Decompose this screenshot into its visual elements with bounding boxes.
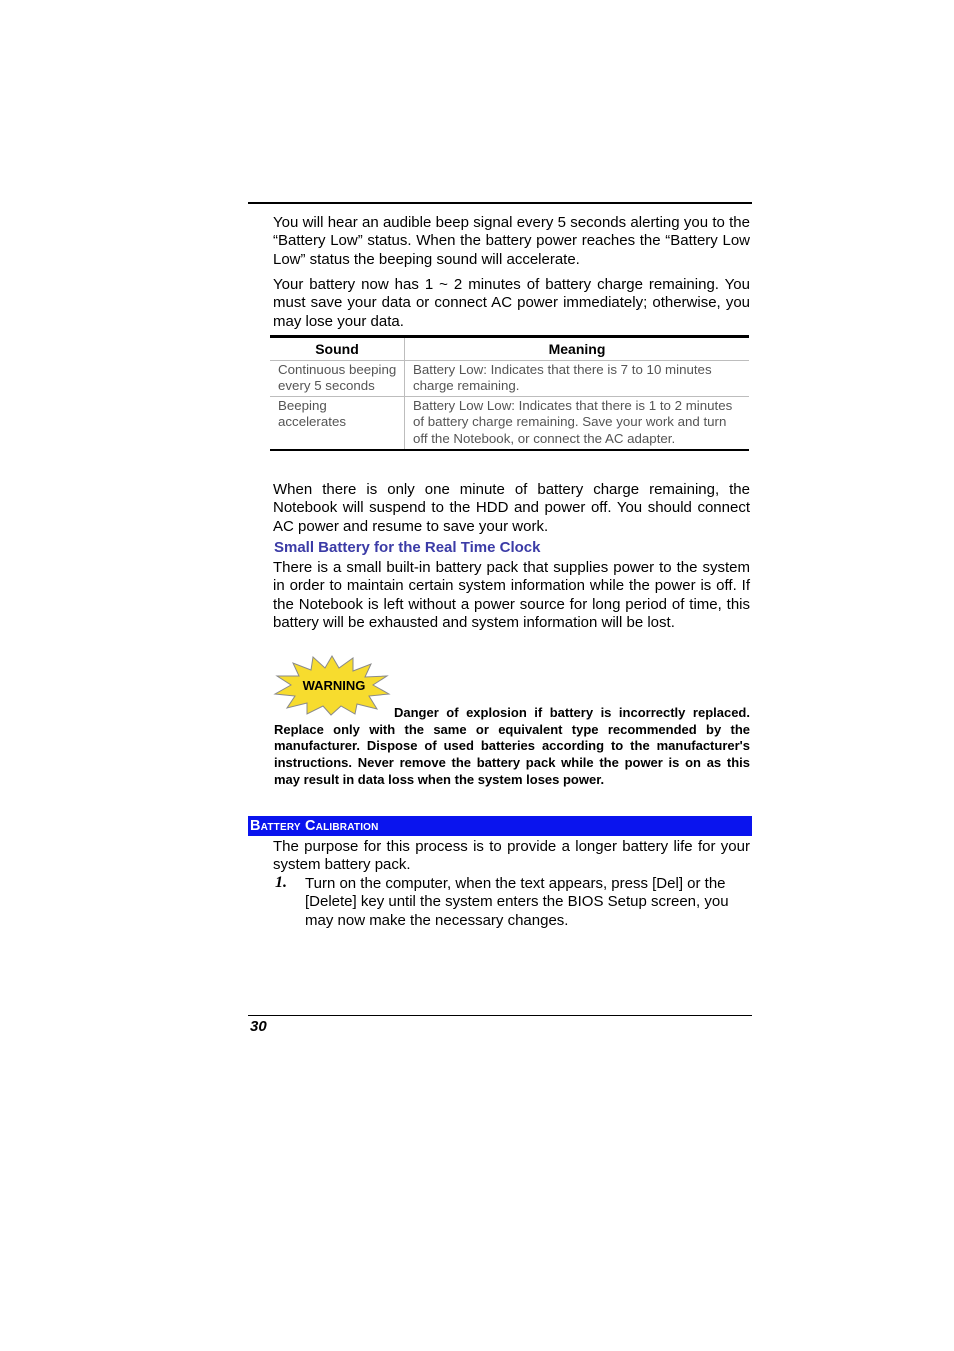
warning-icon-label: WARNING <box>302 678 366 693</box>
table-cell-meaning: Battery Low Low: Indicates that there is 1 to 2 minutes of battery charge remaining. Save your work and turn off the Notebook, or connect the AC adapter. <box>405 396 750 449</box>
page-number: 30 <box>250 1018 267 1035</box>
step-number: 1. <box>275 874 287 891</box>
table-cell-sound: Continuous beeping every 5 seconds <box>270 360 405 396</box>
warning-text: Danger of explosion if battery is incorrectly replaced. Replace only with the same or equivalent type recommended by the manufacturer. Dispose of used batteries according to the manufacturer's instructions. Never remove the battery pack while the power is on as this may result in data loss when the system loses power. <box>274 705 750 787</box>
paragraph-minutes-remaining: Your battery now has 1 ~ 2 minutes of battery charge remaining. You must save your data or connect AC power immediately; otherwise, you may lose your data. <box>273 276 750 330</box>
section-title-battery-calibration: Battery Calibration <box>248 816 752 836</box>
table-row <box>270 396 749 449</box>
table-cell-sound: Beeping accelerates <box>270 396 405 449</box>
paragraph-small-battery: There is a small built-in battery pack that supplies power to the system in order to maintain certain system information while the power is off. If the Notebook is left without a power source for long period of time, this battery will be exhausted and system information will be lost. <box>273 559 750 632</box>
header-rule <box>248 202 752 204</box>
sound-meaning-table <box>270 335 749 451</box>
table-header-row <box>270 337 749 361</box>
footer-rule <box>248 1015 752 1016</box>
table-row <box>270 360 749 396</box>
paragraph-beep-intro: You will hear an audible beep signal every 5 seconds alerting you to the “Battery Low” status. When the battery power reaches the “Battery Low Low” status the beeping sound will accelerate. <box>273 214 750 268</box>
table-header-meaning: Meaning <box>405 337 750 361</box>
table-cell-meaning: Battery Low: Indicates that there is 7 to 10 minutes charge remaining. <box>405 360 750 396</box>
table-header-sound: Sound <box>270 337 405 361</box>
paragraph-one-minute: When there is only one minute of battery charge remaining, the Notebook will suspend to the HDD and power off. You should connect AC power and resume to save your work. <box>273 481 750 535</box>
subheading-rtc-battery: Small Battery for the Real Time Clock <box>274 539 541 556</box>
step-text: Turn on the computer, when the text appears, press [Del] or the [Delete] key until the system enters the BIOS Setup screen, you may now make the necessary changes. <box>305 875 729 929</box>
paragraph-calibration-purpose: The purpose for this process is to provide a longer battery life for your system battery pack. <box>273 838 750 874</box>
